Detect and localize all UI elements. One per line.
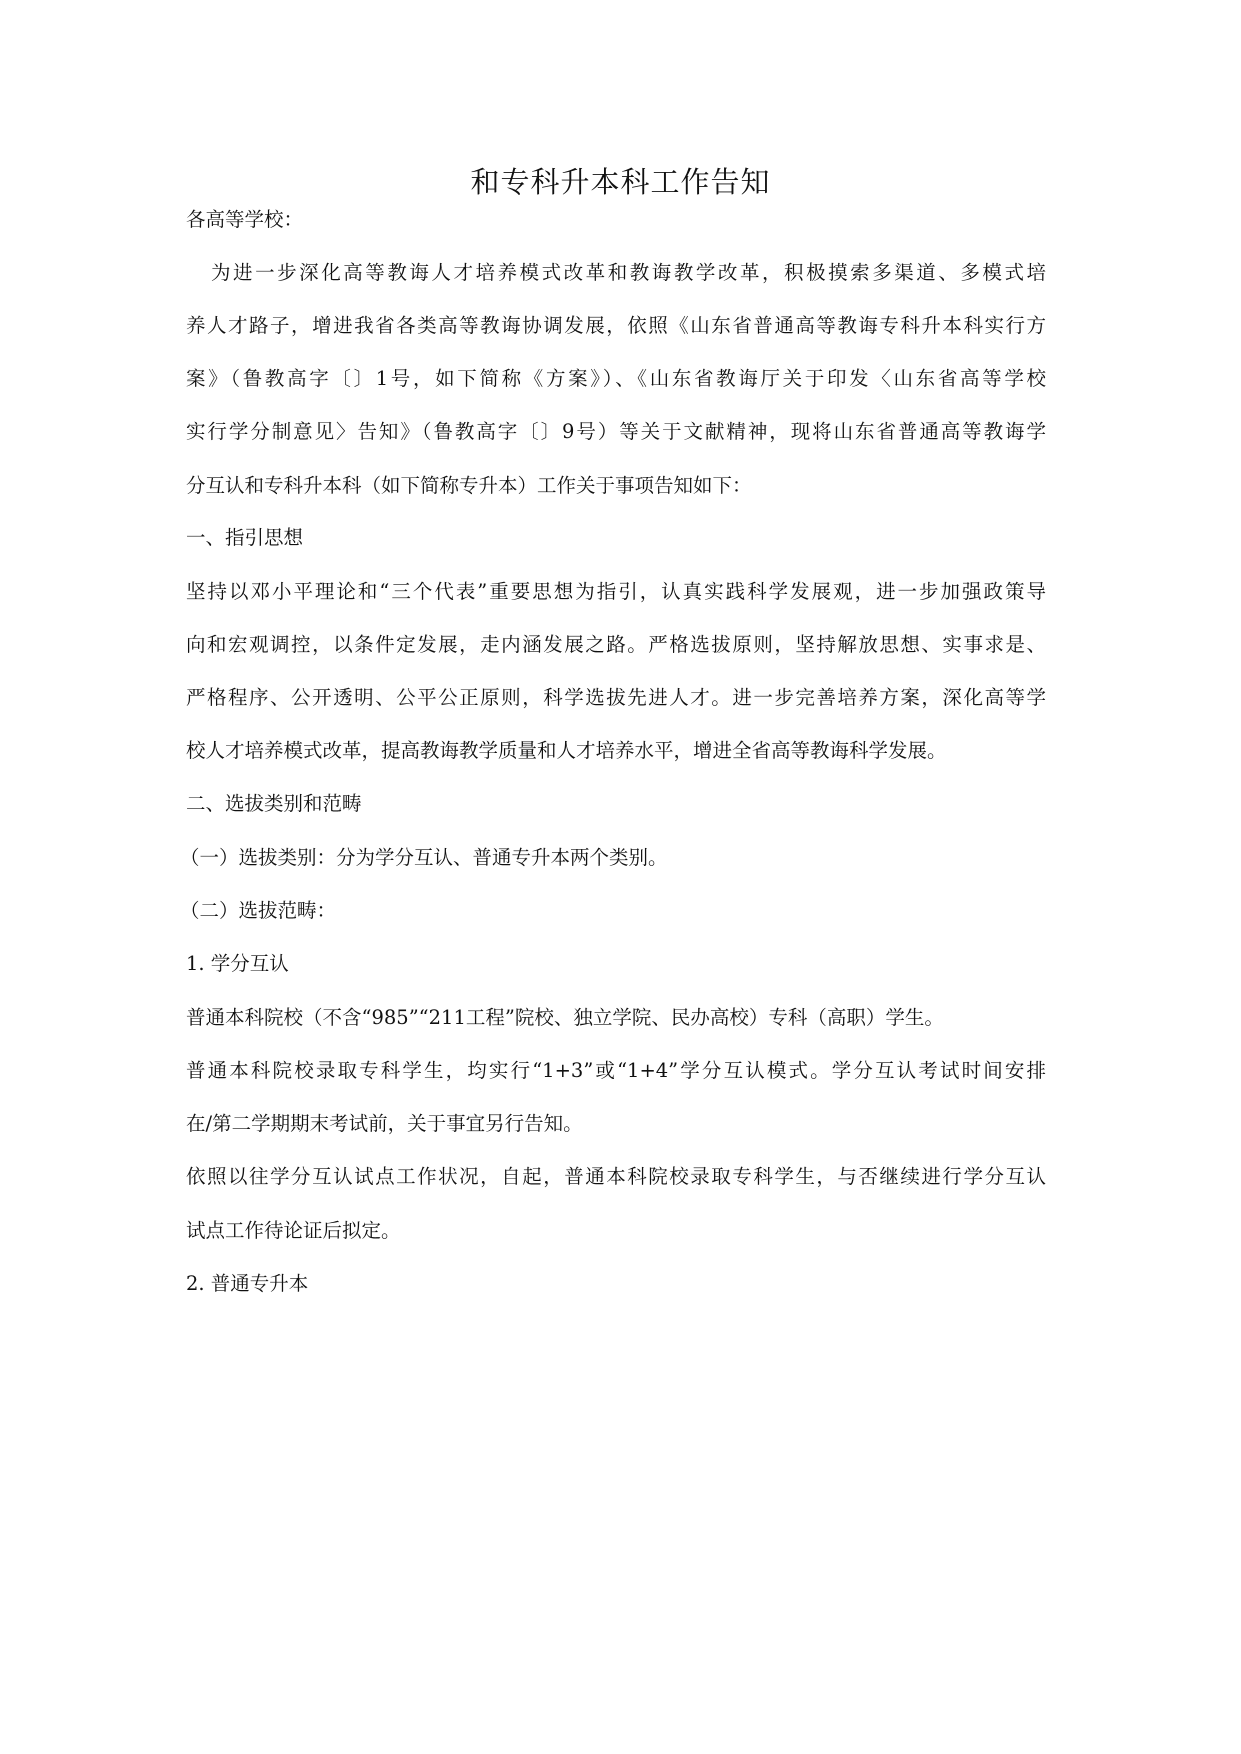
intro-line-4: 实行学分制意见〉告知》（鲁教高字〔〕9号）等关于文献精神，现将山东省普通高等教诲学 bbox=[186, 420, 1046, 443]
intro-line-3: 案》（鲁教高字〔〕1号，如下简称《方案》）、《山东省教诲厅关于印发〈山东省高等学校 bbox=[186, 367, 1046, 390]
sub1-line-1: 普通本科院校（不含“985”“211工程”院校、独立学院、民办高校）专科（高职）学生。 bbox=[186, 1006, 944, 1029]
intro-line-2: 养人才路子，增进我省各类高等教诲协调发展，依照《山东省普通高等教诲专科升本科实行方 bbox=[186, 314, 1046, 337]
salutation: 各高等学校： bbox=[186, 208, 304, 231]
subsection-heading-regular-upgrade: 2. 普通专升本 bbox=[186, 1272, 309, 1295]
section1-line-4: 校人才培养模式改革，提高教诲教学质量和人才培养水平，增进全省高等教诲科学发展。 bbox=[186, 739, 947, 762]
section-heading-selection-categories: 二、选拔类别和范畴 bbox=[186, 792, 362, 815]
document-title: 和专科升本科工作告知 bbox=[470, 165, 771, 199]
sub1-line-2: 普通本科院校录取专科学生，均实行“1+3”或“1+4”学分互认模式。学分互认考试时间安排 bbox=[186, 1059, 1046, 1082]
section1-line-3: 严格程序、公开透明、公平公正原则，科学选拔先进人才。进一步完善培养方案，深化高等学 bbox=[186, 686, 1046, 709]
sub1-line-4: 依照以往学分互认试点工作状况，自起，普通本科院校录取专科学生，与否继续进行学分互认 bbox=[186, 1165, 1046, 1188]
sub1-line-5: 试点工作待论证后拟定。 bbox=[186, 1219, 401, 1242]
section2-item-2: （二）选拔范畴： bbox=[180, 899, 337, 922]
intro-line-5: 分互认和专科升本科（如下简称专升本）工作关于事项告知如下： bbox=[186, 474, 752, 497]
subsection-heading-credit-recognition: 1. 学分互认 bbox=[186, 952, 289, 975]
intro-line-1: 为进一步深化高等教诲人才培养模式改革和教诲教学改革，积极摸索多渠道、多模式培 bbox=[211, 261, 1046, 284]
sub1-line-3: 在/第二学期期末考试前，关于事宜另行告知。 bbox=[186, 1112, 583, 1135]
section1-line-2: 向和宏观调控，以条件定发展，走内涵发展之路。严格选拔原则，坚持解放思想、实事求是、 bbox=[186, 633, 1046, 656]
section2-item-1: （一）选拔类别：分为学分互认、普通专升本两个类别。 bbox=[180, 846, 668, 869]
section1-line-1: 坚持以邓小平理论和“三个代表”重要思想为指引，认真实践科学发展观，进一步加强政策导 bbox=[186, 580, 1046, 603]
section-heading-guiding-thought: 一、指引思想 bbox=[186, 526, 304, 549]
